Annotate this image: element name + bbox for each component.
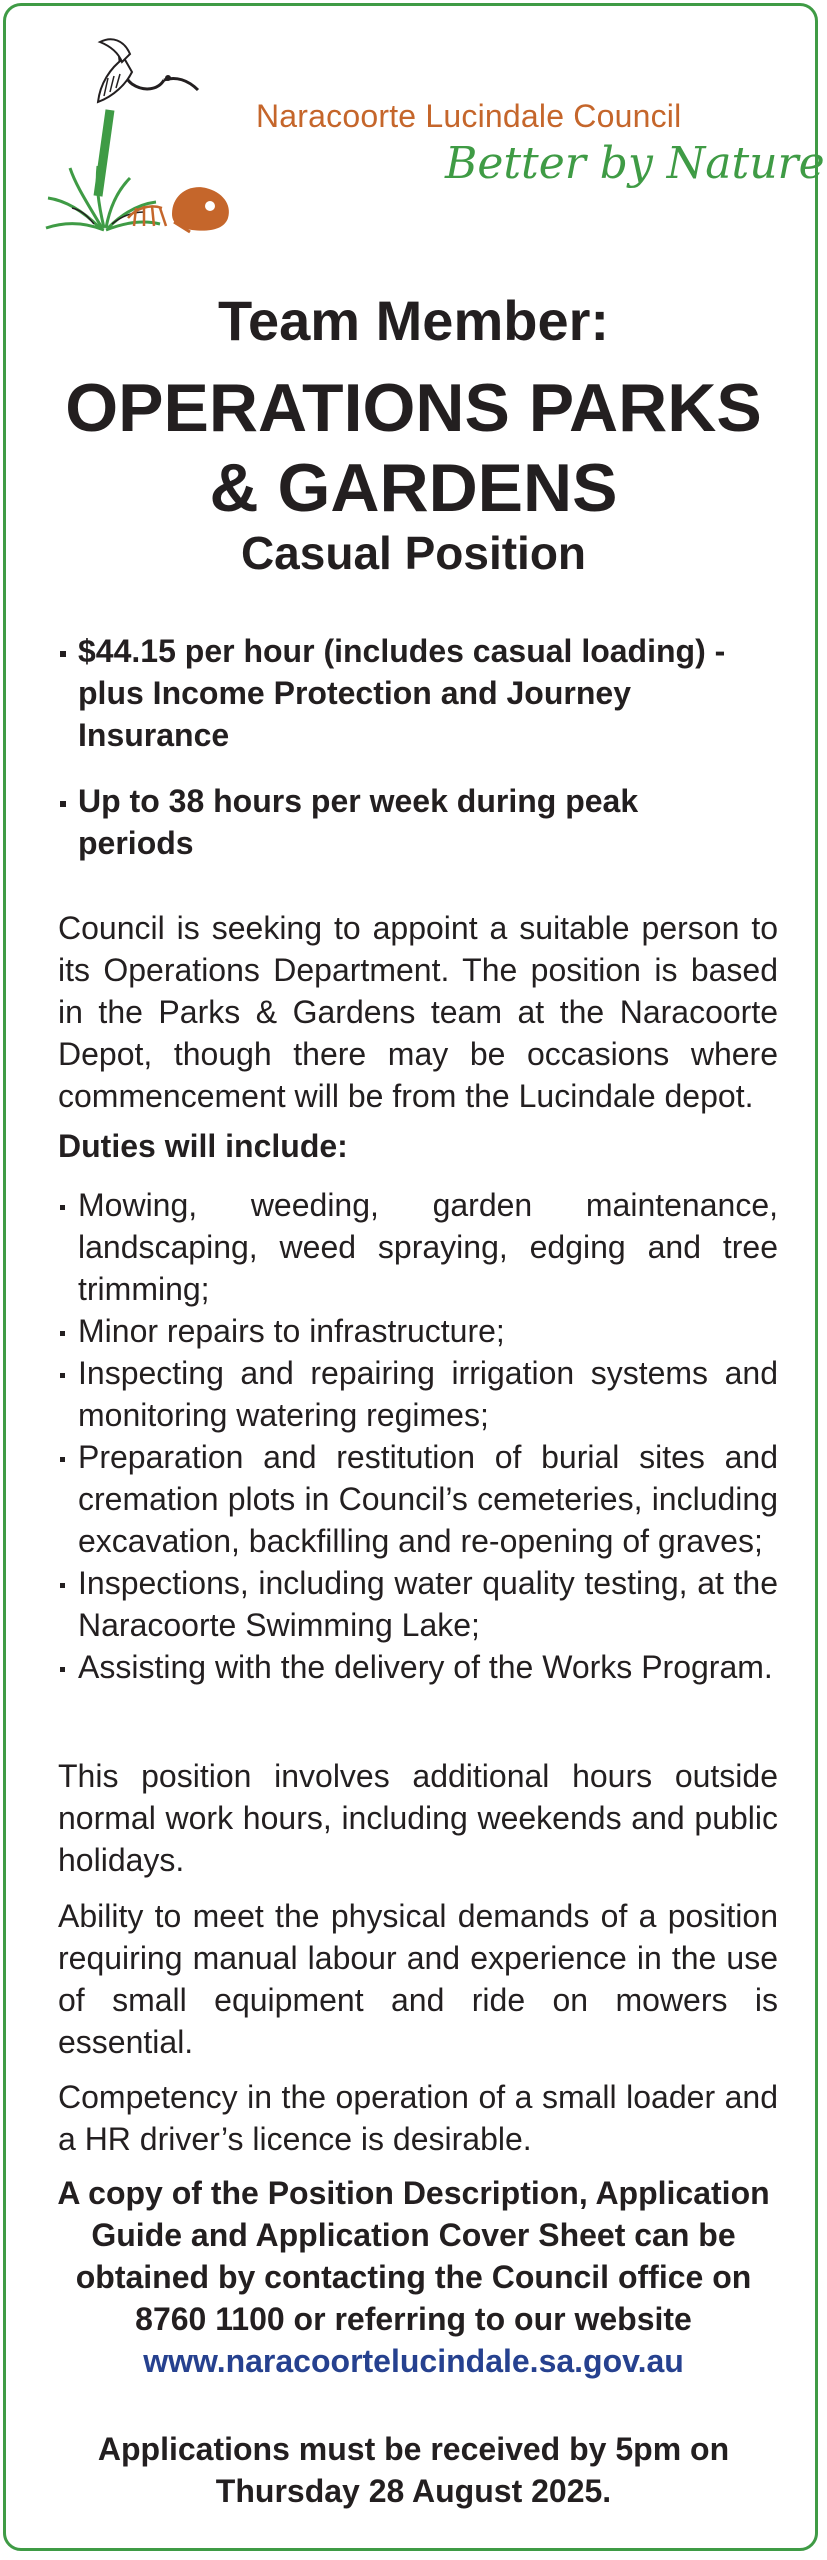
duty-item: Inspections, including water quality testing, at the Naracoorte Swimming Lake; [58,1562,778,1646]
intro-paragraph: Council is seeking to appoint a suitable person to its Operations Department. The position is based in the Parks & Gardens team at the Naracoorte Depot, though there may be occasions where commencement will be from the Lucindale depot. [58,910,778,1114]
duties-list [58,1184,778,1688]
highlight-hours-list [58,780,758,864]
contact-text: A copy of the Position Description, Application Guide and Application Cover Sheet can be obtained by contacting the Council office on 8760 1100 or referring to our website [57,2175,770,2337]
application-deadline: Applications must be received by 5pm on Thursday 28 August 2025. [97,2431,730,2509]
competency-note: Competency in the operation of a small loader and a HR driver’s licence is desirable. [58,2079,778,2157]
website-link[interactable]: www.naracoortelucindale.sa.gov.au [143,2343,684,2379]
position-title [0,368,827,528]
duties-heading: Duties will include: [58,1128,348,1164]
highlight-pay: $44.15 per hour (includes casual loading) - plus Income Protection and Journey Insurance [58,630,758,756]
position-title-line-2: & GARDENS [209,450,618,526]
tagline: Better by Nature [445,138,825,189]
council-logo-icon [40,18,280,250]
position-type: Casual Position [240,527,587,579]
duty-item: Preparation and restitution of burial sites and cremation plots in Council’s cemeteries, including excavation, backfilling and re-opening of graves; [58,1436,778,1562]
highlight-pay-list [58,630,758,756]
duty-item: Inspecting and repairing irrigation systems and monitoring watering regimes; [58,1352,778,1436]
highlight-hours: Up to 38 hours per week during peak periods [58,780,758,864]
physical-note: Ability to meet the physical demands of a position requiring manual labour and experience in the use of small equipment and ride on mowers is essential. [58,1898,778,2060]
position-title-line-1: OPERATIONS PARKS [65,370,762,446]
duty-item: Minor repairs to infrastructure; [58,1310,778,1352]
duty-item: Assisting with the delivery of the Works Program. [58,1646,778,1688]
contact-info [50,2172,777,2382]
duty-item: Mowing, weeding, garden maintenance, landscaping, weed spraying, edging and tree trimming; [58,1184,778,1310]
hours-note: This position involves additional hours outside normal work hours, including weekends and public holidays. [58,1758,778,1878]
team-member-heading: Team Member: [217,289,610,352]
council-name: Naracoorte Lucindale Council [256,98,682,134]
